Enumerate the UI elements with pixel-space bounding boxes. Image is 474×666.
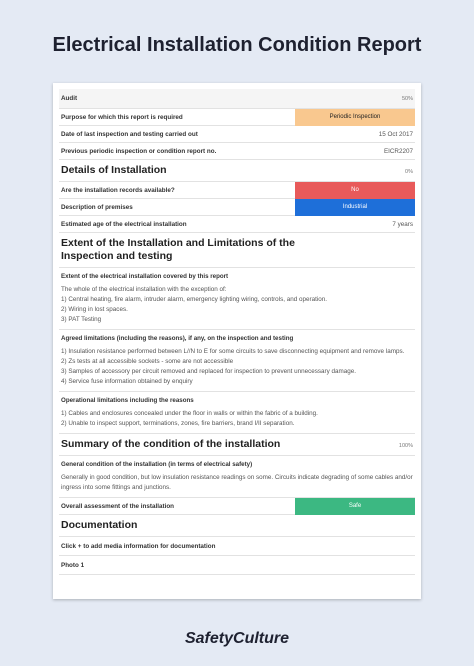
audit-row [59,89,415,109]
extent-covered-block [59,268,415,330]
last-inspection-row [59,126,415,143]
summary-heading: Summary of the condition of the installation [61,438,281,450]
agreed-limitations-line: 4) Service fuse information obtained by enquiry [61,378,193,385]
extent-covered-line: 1) Central heating, fire alarm, intruder alarm, emergency lighting wiring, controls, and operation. [61,296,327,303]
page-title: Electrical Installation Condition Report [52,34,422,56]
general-condition-block [59,456,415,498]
premises-label: Description of premises [61,203,133,211]
operational-limitations-line: 2) Unable to inspect support, terminations, zones, fire barriers, brand I/II separation. [61,420,295,427]
general-condition-text: Generally in good condition, but low insulation resistance readings on some. Circuits indicate degrading of some cables and/or ingress into some fittings and junctions. [61,474,413,491]
extent-heading-line1: Extent of the Installation and Limitations of the [61,237,295,249]
records-label: Are the installation records available? [61,186,175,194]
extent-section-header [59,233,415,268]
previous-report-value[interactable]: EICR2207 [383,147,413,155]
extent-covered-line: 3) PAT Testing [61,316,102,323]
general-condition-label: General condition of the installation (in terms of electrical safety) [61,461,253,468]
audit-label: Audit [61,95,78,102]
operational-limitations-block [59,392,415,434]
summary-percent: 100% [398,443,413,449]
last-inspection-value[interactable]: 15 Oct 2017 [378,130,413,138]
add-media-label: Click + to add media information for documentation [61,542,216,550]
extent-heading [61,237,295,263]
records-value[interactable]: No [295,182,415,199]
extent-covered-line: The whole of the electrical installation with the exception of: [61,286,227,293]
safetyculture-logo: SafetyCulture [184,630,290,647]
operational-limitations-label: Operational limitations including the reasons [61,397,194,404]
last-inspection-label: Date of last inspection and testing carried out [61,130,198,138]
previous-report-row [59,143,415,160]
premises-row [59,199,415,216]
report-card [53,83,421,599]
operational-limitations-line: 1) Cables and enclosures concealed under the floor in walls or within the fabric of a building. [61,410,318,417]
overall-assessment-row [59,498,415,515]
premises-value[interactable]: Industrial [295,199,415,216]
agreed-limitations-block [59,330,415,392]
report-content [59,89,415,575]
age-row [59,216,415,233]
details-section-header [59,160,415,182]
previous-report-label: Previous periodic inspection or condition report no. [61,147,217,155]
extent-covered-line: 2) Wiring in lost spaces. [61,306,128,313]
add-media-row[interactable] [59,537,415,556]
purpose-row [59,109,415,126]
agreed-limitations-line: 3) Samples of accessory per circuit removed and replaced for inspection to prevent unnecessary damage. [61,368,357,375]
extent-heading-line2: Inspection and testing [61,250,173,262]
age-label: Estimated age of the electrical installation [61,220,187,228]
agreed-limitations-label: Agreed limitations (including the reasons), if any, on the inspection and testing [61,335,294,342]
documentation-heading: Documentation [61,519,138,531]
audit-percent: 50% [401,95,413,102]
extent-covered-label: Extent of the electrical installation covered by this report [61,273,229,280]
summary-section-header [59,434,415,456]
photo-label: Photo 1 [61,561,85,569]
details-percent: 0% [405,169,413,175]
photo-row[interactable] [59,556,415,575]
details-heading: Details of Installation [61,164,167,176]
overall-assessment-value[interactable]: Safe [295,498,415,515]
records-row [59,182,415,199]
documentation-section-header [59,515,415,537]
age-value[interactable]: 7 years [392,220,413,228]
purpose-label: Purpose for which this report is required [61,113,183,121]
purpose-value[interactable]: Periodic Inspection [295,109,415,126]
overall-assessment-label: Overall assessment of the installation [61,502,175,510]
agreed-limitations-line: 1) Insulation resistance performed between L//N to E for some circuits to save disconnecting equipment and remove lamps. [61,348,405,355]
agreed-limitations-line: 2) Zs tests at all accessible sockets - some are not accessible [61,358,234,365]
